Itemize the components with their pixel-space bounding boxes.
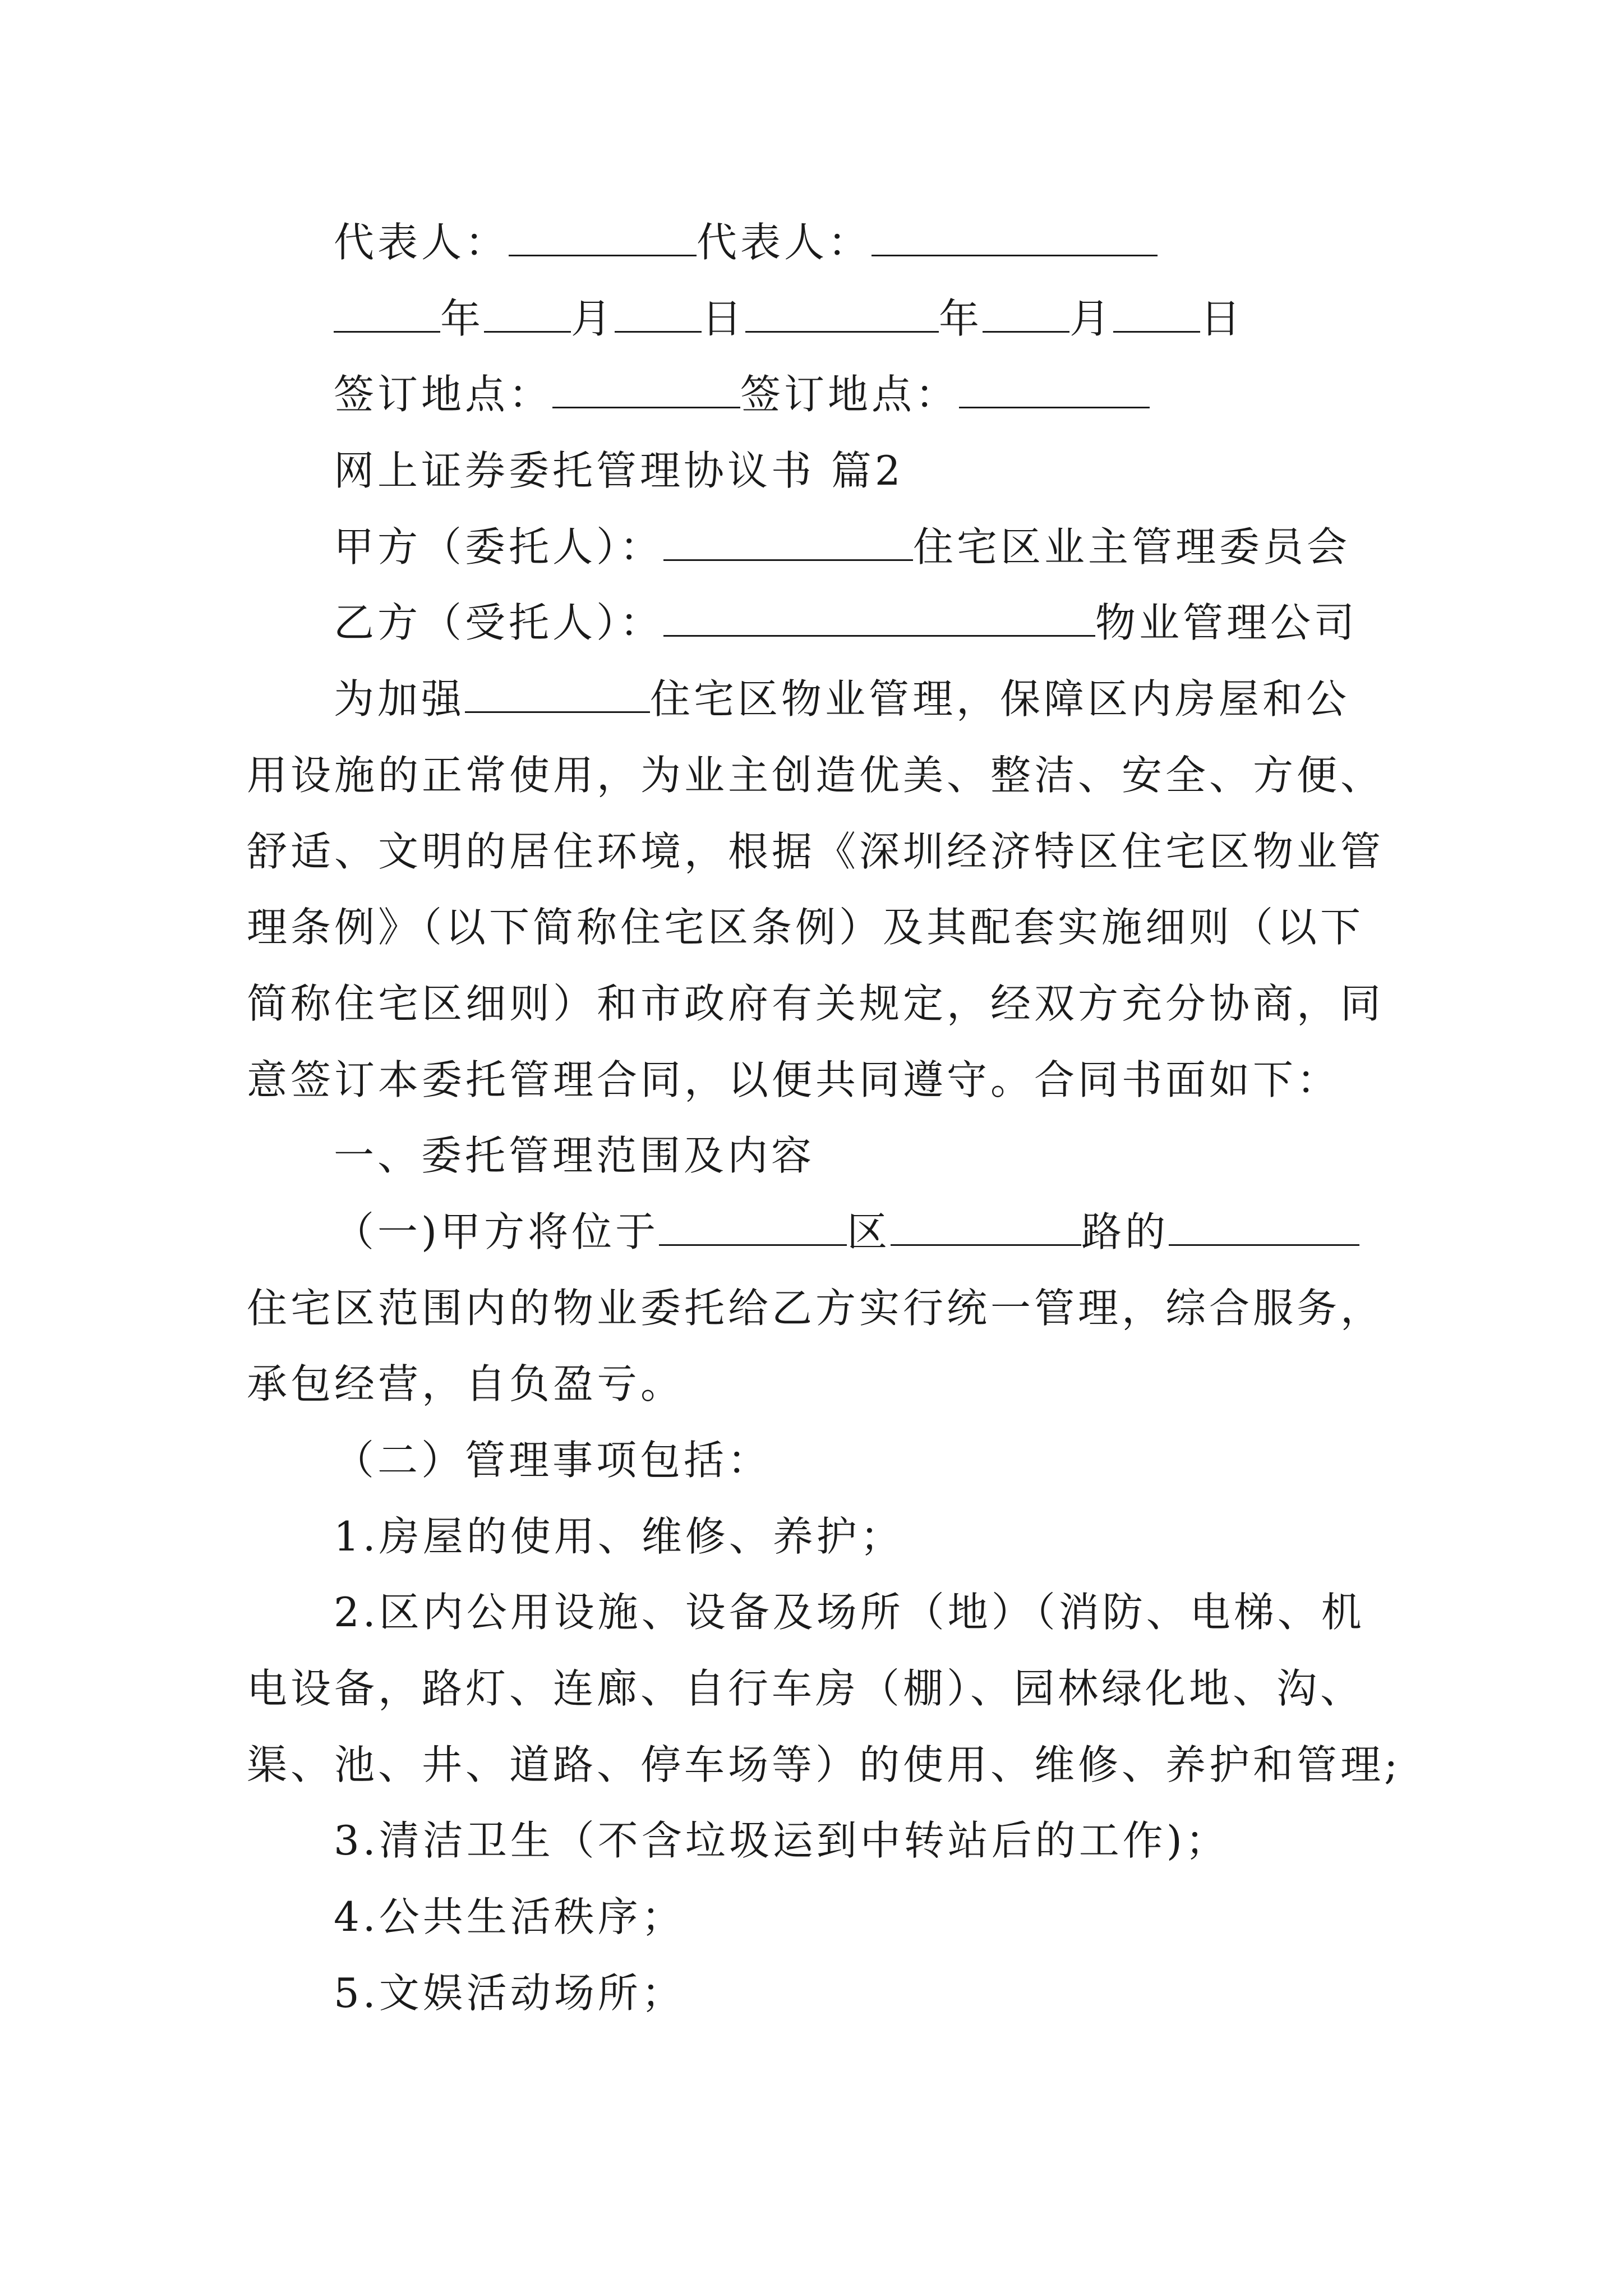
clause-2-title: （二）管理事项包括：	[334, 1437, 772, 1484]
intro-line-2: 用设施的正常使用，为业主创造优美、整洁、安全、方便、	[247, 752, 1385, 799]
year-label: 年	[939, 295, 983, 342]
clause-1-prefix: （一)甲方将位于	[334, 1208, 660, 1255]
clause-1-road: 路的	[1081, 1208, 1169, 1255]
clause-1-district: 区	[847, 1208, 891, 1255]
item-1: 1.房屋的使用、维修、养护；	[334, 1513, 904, 1560]
signing-place-row	[334, 367, 1150, 421]
item-3: 3.清洁卫生（不含垃圾运到中转站后的工作)；	[334, 1817, 1229, 1864]
day-label: 日	[702, 295, 746, 342]
month-label: 月	[571, 295, 615, 342]
blank-field	[1113, 292, 1200, 333]
party-a-suffix: 住宅区业主管理委员会	[913, 523, 1351, 570]
blank-field	[1169, 1205, 1359, 1246]
representative-label-b: 代表人：	[697, 219, 872, 266]
blank-field	[552, 367, 740, 408]
clause-1-line-1	[334, 1205, 1359, 1259]
signing-place-label-a: 签订地点：	[334, 371, 553, 418]
clause-1-line-2: 住宅区范围内的物业委托给乙方实行统一管理，综合服务，	[247, 1285, 1385, 1332]
intro-line-5: 简称住宅区细则）和市政府有关规定，经双方充分协商，同	[247, 980, 1385, 1027]
intro-prefix: 为加强	[334, 675, 465, 723]
intro-line1-rest: 住宅区物业管理，保障区内房屋和公	[650, 675, 1350, 723]
item-2-line-2: 电设备，路灯、连廊、自行车房（棚）、园林绿化地、沟、	[247, 1665, 1364, 1712]
blank-field	[663, 596, 1095, 637]
party-b-row	[334, 596, 1358, 650]
blank-field	[891, 1205, 1081, 1246]
blank-field	[334, 292, 440, 333]
item-2-line-3: 渠、池、井、道路、停车场等）的使用、维修、养护和管理;	[247, 1741, 1401, 1788]
party-b-label: 乙方（受托人）：	[334, 599, 664, 646]
representative-row	[334, 215, 1158, 269]
intro-line-6: 意签订本委托管理合同，以便共同遵守。合同书面如下：	[247, 1056, 1341, 1103]
blank-field	[509, 215, 697, 256]
day-label: 日	[1200, 295, 1244, 342]
intro-line-1	[334, 672, 1350, 726]
date-row	[334, 292, 1244, 346]
signing-place-label-b: 签订地点：	[740, 371, 960, 418]
item-5: 5.文娱活动场所；	[334, 1970, 685, 2017]
item-2-line-1: 2.区内公用设施、设备及场所（地）（消防、电梯、机	[334, 1589, 1365, 1636]
blank-field	[983, 292, 1069, 333]
year-label: 年	[440, 295, 485, 342]
month-label: 月	[1069, 295, 1114, 342]
clause-1-line-3: 承包经营，自负盈亏。	[247, 1360, 685, 1407]
party-a-row	[334, 520, 1350, 574]
blank-field	[659, 1205, 847, 1246]
item-4: 4.公共生活秩序；	[334, 1893, 685, 1940]
intro-line-4: 理条例》（以下简称住宅区条例）及其配套实施细则（以下	[247, 904, 1364, 951]
party-a-label: 甲方（委托人）：	[334, 523, 664, 570]
representative-label-a: 代表人：	[334, 219, 509, 266]
blank-field	[465, 672, 650, 713]
intro-line-3: 舒适、文明的居住环境，根据《深圳经济特区住宅区物业管	[247, 828, 1385, 875]
party-b-suffix: 物业管理公司	[1095, 599, 1358, 646]
blank-field	[872, 215, 1158, 256]
section-title: 网上证券委托管理协议书 篇2	[334, 447, 904, 494]
blank-field	[745, 292, 939, 333]
heading-scope: 一、委托管理范围及内容	[334, 1132, 815, 1179]
blank-field	[959, 367, 1150, 408]
blank-field	[615, 292, 702, 333]
blank-field	[484, 292, 571, 333]
blank-field	[663, 520, 913, 561]
